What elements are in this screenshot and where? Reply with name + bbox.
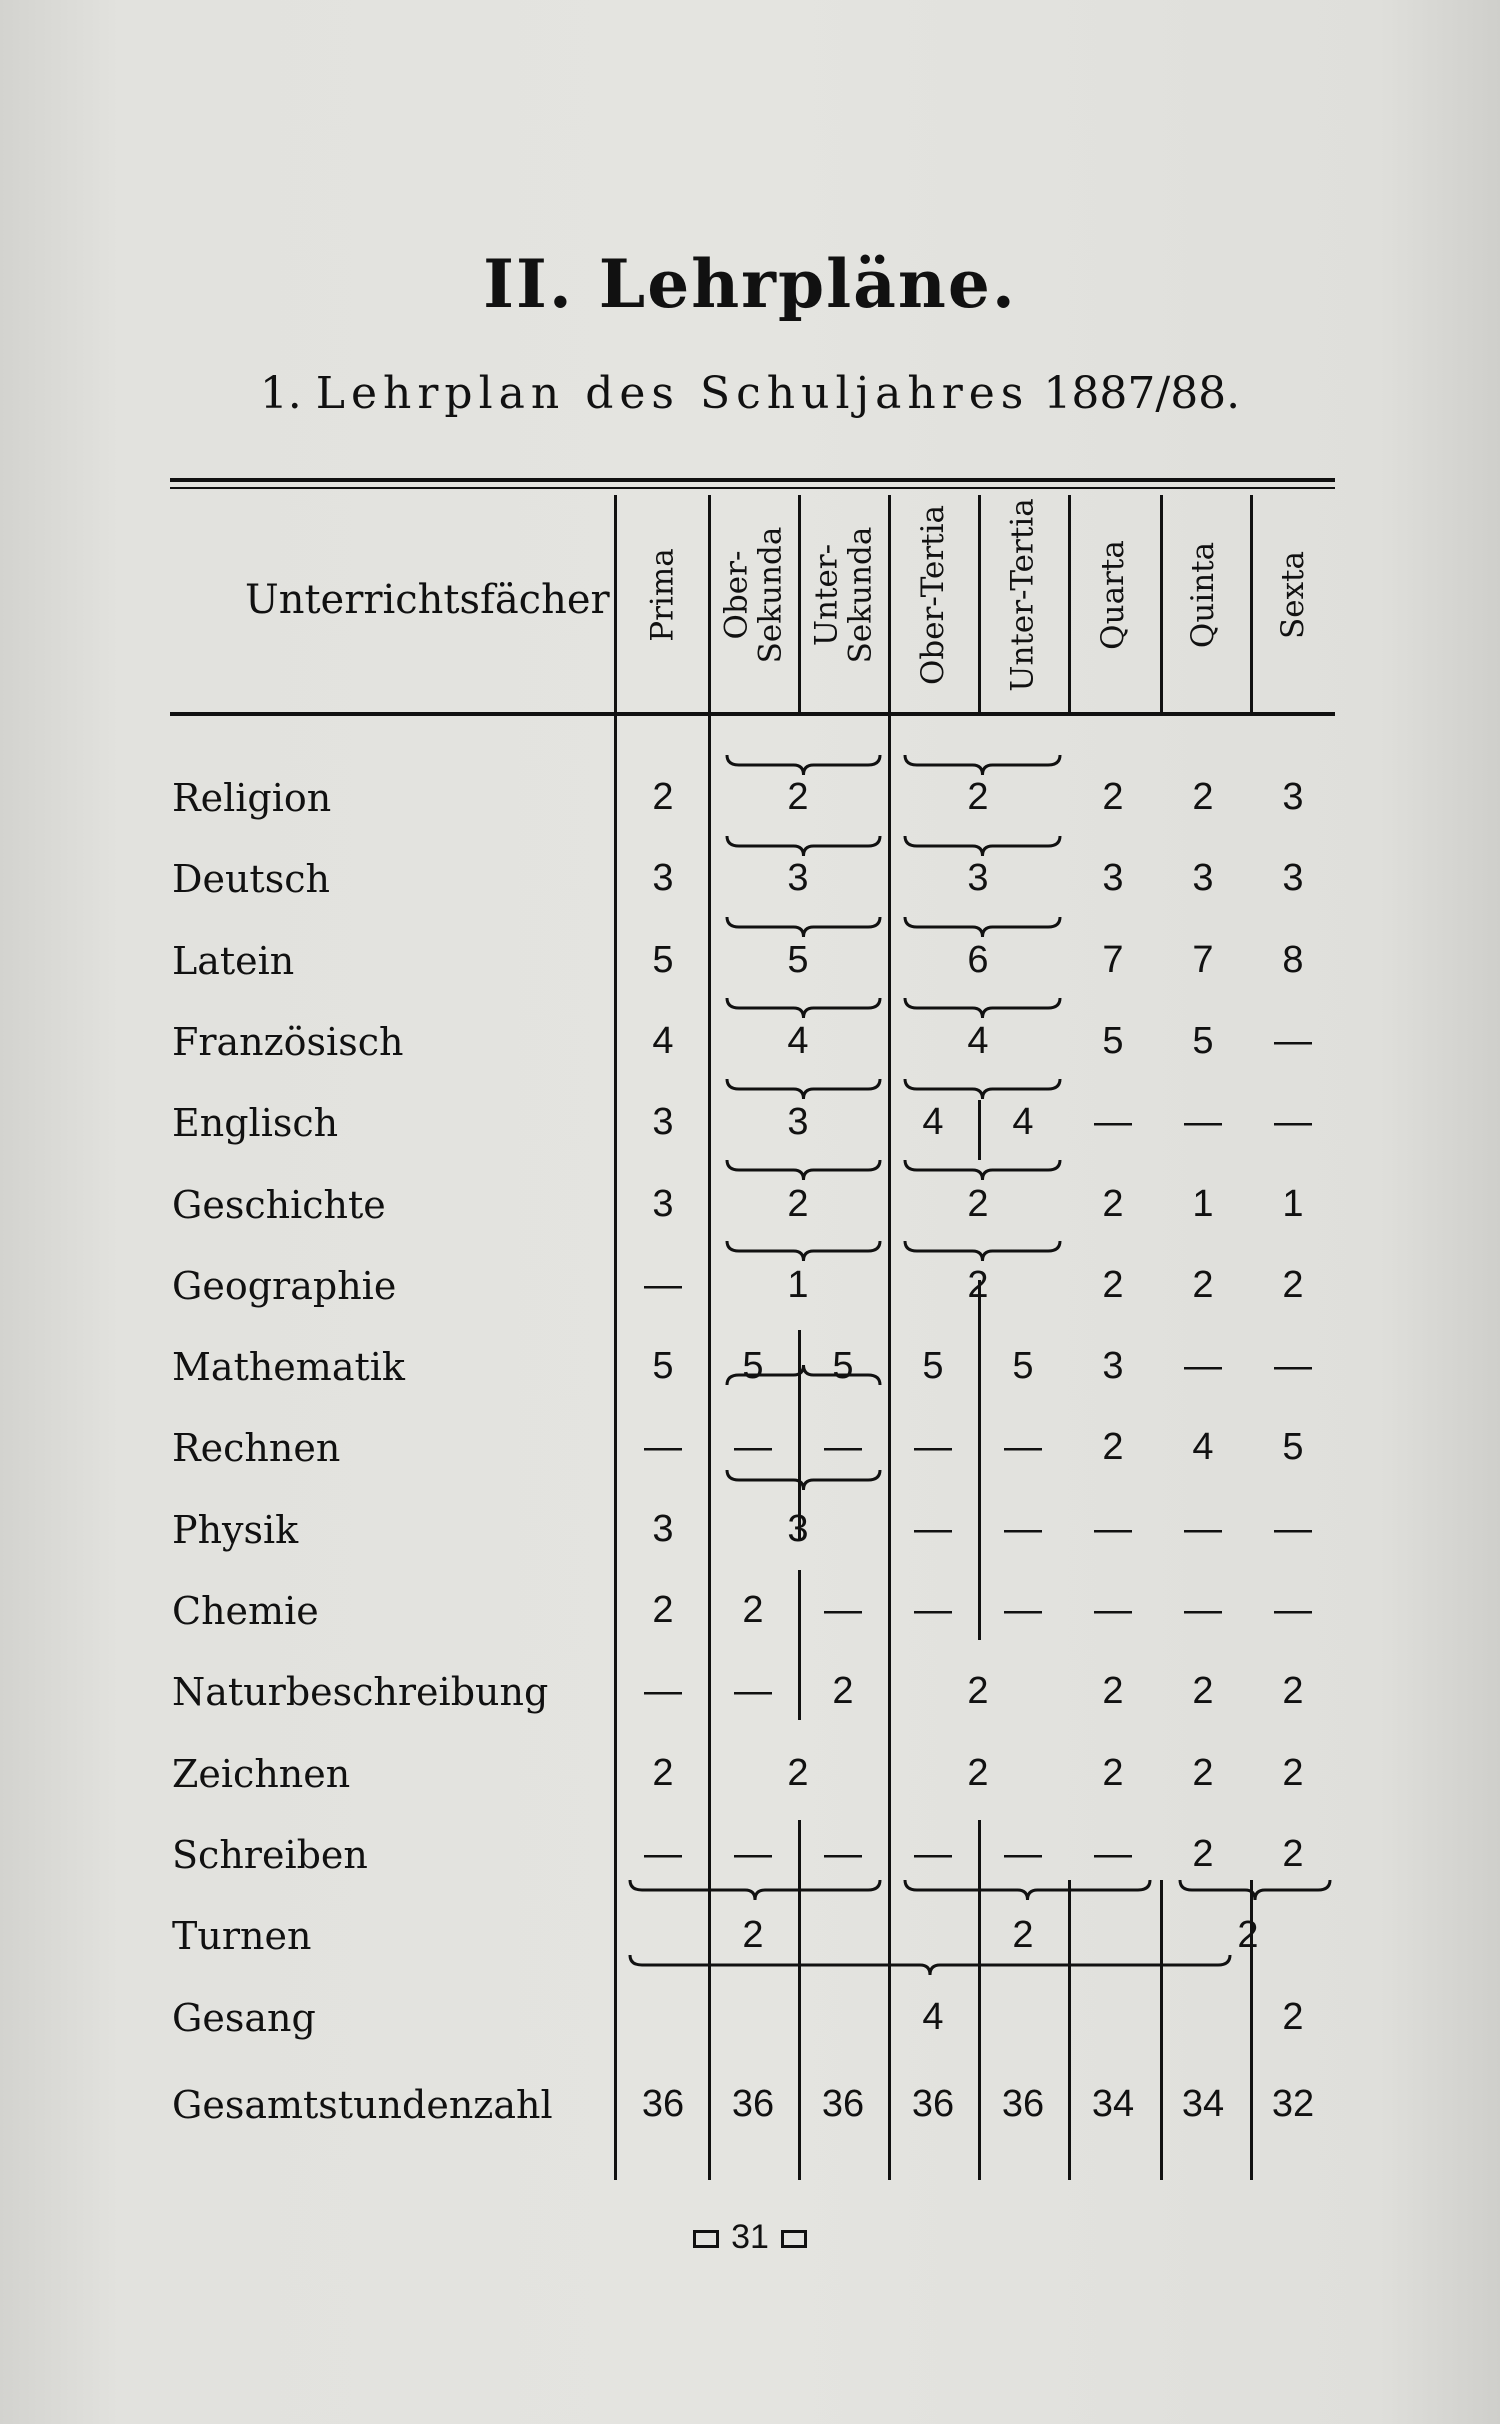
group-brace bbox=[727, 1365, 880, 1385]
hours-cell: 36 bbox=[911, 2082, 955, 2125]
hours-cell: 3 bbox=[1282, 857, 1304, 900]
group-brace bbox=[727, 1241, 880, 1261]
hours-cell: — bbox=[1184, 1101, 1222, 1144]
subtitle-number: 1. bbox=[259, 368, 302, 419]
hours-cell: — bbox=[1274, 1589, 1312, 1631]
hours-cell: 3 bbox=[652, 1182, 674, 1225]
hours-cell: 5 bbox=[1282, 1426, 1304, 1469]
hours-cell: — bbox=[1184, 1345, 1222, 1388]
hours-cell: 2 bbox=[967, 1751, 989, 1794]
subject-label: Religion bbox=[172, 776, 332, 820]
hours-cell: — bbox=[1094, 1507, 1132, 1550]
page-footer bbox=[0, 2218, 1500, 2257]
group-brace bbox=[727, 1079, 880, 1099]
hours-cell: 2 bbox=[652, 1751, 674, 1794]
hours-cell: 3 bbox=[1102, 1345, 1124, 1388]
subject-label: Turnen bbox=[172, 1914, 312, 1959]
subject-label: Rechnen bbox=[172, 1426, 341, 1471]
hours-cell: 3 bbox=[1192, 857, 1214, 900]
subject-label: Deutsch bbox=[172, 857, 330, 902]
hours-cell: 2 bbox=[1102, 1426, 1124, 1469]
hours-cell: 1 bbox=[1282, 1182, 1304, 1225]
hours-cell: 2 bbox=[742, 1914, 764, 1957]
group-brace bbox=[727, 1470, 880, 1490]
hours-cell: 2 bbox=[1192, 1751, 1214, 1794]
hours-cell: — bbox=[644, 1670, 682, 1713]
hours-cell: — bbox=[1004, 1589, 1042, 1631]
hours-cell: 2 bbox=[787, 1182, 809, 1225]
group-brace bbox=[905, 755, 1060, 775]
hours-cell: 3 bbox=[787, 1101, 809, 1144]
hours-cell: 1 bbox=[1192, 1182, 1214, 1225]
subject-label: Physik bbox=[172, 1507, 299, 1552]
hours-cell: 2 bbox=[1192, 1670, 1214, 1713]
hours-cell: 2 bbox=[1282, 1751, 1304, 1794]
hours-cell: 2 bbox=[832, 1670, 854, 1713]
hours-cell: 3 bbox=[652, 1101, 674, 1144]
hours-cell: 2 bbox=[967, 1670, 989, 1713]
hours-cell: 3 bbox=[652, 1507, 674, 1550]
column-header-label: Ober- Sekunda bbox=[718, 526, 788, 664]
column-header-label: Quinta bbox=[1185, 541, 1222, 649]
subject-label: Französisch bbox=[172, 1019, 404, 1064]
hours-cell: — bbox=[644, 1832, 682, 1875]
hours-cell: 2 bbox=[1192, 1832, 1214, 1875]
hours-cell: 34 bbox=[1181, 2082, 1225, 2125]
hours-cell: 4 bbox=[967, 1019, 989, 1062]
hours-cell: 2 bbox=[1192, 1263, 1214, 1306]
hours-cell: — bbox=[1274, 1019, 1312, 1062]
group-brace bbox=[905, 1880, 1150, 1900]
subject-label: Chemie bbox=[172, 1589, 319, 1633]
hours-cell: 36 bbox=[821, 2082, 865, 2125]
hours-cell: 2 bbox=[1102, 776, 1124, 818]
group-brace bbox=[905, 998, 1060, 1018]
group-brace bbox=[905, 1160, 1060, 1180]
subject-label: Gesamtstundenzahl bbox=[172, 2082, 553, 2127]
group-brace bbox=[727, 1160, 880, 1180]
hours-cell: 2 bbox=[1012, 1914, 1034, 1957]
hours-cell: 5 bbox=[742, 1345, 764, 1388]
hours-cell: — bbox=[1274, 1101, 1312, 1144]
hours-cell: 4 bbox=[922, 1101, 944, 1144]
group-brace bbox=[727, 998, 880, 1018]
hours-cell: 36 bbox=[641, 2082, 685, 2125]
hours-cell: 2 bbox=[1282, 1832, 1304, 1875]
hours-cell: — bbox=[1274, 1345, 1312, 1388]
hours-cell: — bbox=[824, 1426, 862, 1469]
column-header-label: Sexta bbox=[1274, 550, 1311, 640]
hours-cell: 3 bbox=[787, 1507, 809, 1550]
hours-cell: — bbox=[1004, 1832, 1042, 1875]
page-number: 31 bbox=[731, 2218, 769, 2256]
hours-cell: 8 bbox=[1282, 938, 1304, 981]
subject-label: Geographie bbox=[172, 1263, 397, 1308]
subject-label: Naturbeschreibung bbox=[172, 1670, 549, 1715]
hours-cell: 3 bbox=[1282, 776, 1304, 818]
hours-cell: 2 bbox=[1102, 1182, 1124, 1225]
hours-cell: — bbox=[1004, 1426, 1042, 1469]
hours-cell: 2 bbox=[652, 1589, 674, 1631]
subject-label: Zeichnen bbox=[172, 1751, 351, 1796]
hours-cell: — bbox=[734, 1426, 772, 1469]
hours-cell: 4 bbox=[922, 1995, 944, 2038]
group-brace bbox=[727, 917, 880, 937]
group-brace bbox=[630, 1955, 1230, 1975]
hours-cell: 5 bbox=[1012, 1345, 1034, 1388]
hours-cell: 5 bbox=[787, 938, 809, 981]
subject-label: Schreiben bbox=[172, 1832, 368, 1877]
hours-cell: 5 bbox=[652, 938, 674, 981]
hours-cell: 3 bbox=[787, 857, 809, 900]
hours-cell: 5 bbox=[1102, 1019, 1124, 1062]
subject-label: Englisch bbox=[172, 1101, 339, 1146]
hours-cell: — bbox=[1274, 1507, 1312, 1550]
hours-cell: 2 bbox=[1102, 1670, 1124, 1713]
hours-cell: 1 bbox=[787, 1263, 809, 1306]
hours-cell: 4 bbox=[1012, 1101, 1034, 1144]
hours-cell: 5 bbox=[1192, 1019, 1214, 1062]
footer-ornament-left bbox=[693, 2230, 719, 2248]
subject-label: Gesang bbox=[172, 1995, 316, 2040]
hours-cell: 2 bbox=[1282, 1995, 1304, 2038]
column-header-label: Quarta bbox=[1095, 540, 1131, 650]
hours-cell: 5 bbox=[652, 1345, 674, 1388]
hours-cell: 2 bbox=[742, 1589, 764, 1631]
hours-cell: — bbox=[914, 1426, 952, 1469]
hours-cell: 7 bbox=[1102, 938, 1124, 981]
subtitle-year: 1887/88. bbox=[1043, 368, 1241, 419]
hours-cell: 3 bbox=[967, 857, 989, 900]
hours-cell: 2 bbox=[967, 1263, 989, 1306]
hours-cell: 2 bbox=[787, 776, 809, 818]
hours-cell: 34 bbox=[1091, 2082, 1135, 2125]
subject-label: Geschichte bbox=[172, 1182, 386, 1227]
hours-cell: 2 bbox=[1102, 1263, 1124, 1306]
hours-cell: 2 bbox=[652, 776, 674, 818]
column-header-label: Ober-Tertia bbox=[915, 504, 951, 686]
hours-cell: 4 bbox=[1192, 1426, 1214, 1469]
hours-cell: 2 bbox=[1192, 776, 1214, 818]
page-title: II. Lehrpläne. bbox=[483, 245, 1017, 323]
column-header-label: Unter- Sekunda bbox=[808, 526, 878, 664]
hours-cell: 2 bbox=[967, 776, 989, 818]
subtitle-text: Lehrplan des Schuljahres bbox=[315, 368, 1030, 419]
group-brace bbox=[905, 1079, 1060, 1099]
hours-cell: 2 bbox=[787, 1751, 809, 1794]
hours-cell: 2 bbox=[1237, 1914, 1259, 1957]
hours-cell: 5 bbox=[832, 1345, 854, 1388]
hours-cell: 36 bbox=[1001, 2082, 1045, 2125]
hours-cell: — bbox=[914, 1589, 952, 1631]
hours-cell: — bbox=[1094, 1101, 1132, 1144]
group-brace bbox=[905, 836, 1060, 856]
hours-cell: 3 bbox=[1102, 857, 1124, 900]
hours-cell: — bbox=[1094, 1589, 1132, 1631]
hours-cell: 5 bbox=[922, 1345, 944, 1388]
hours-cell: 32 bbox=[1271, 2082, 1315, 2125]
hours-cell: 4 bbox=[787, 1019, 809, 1062]
hours-cell: 7 bbox=[1192, 938, 1214, 981]
group-brace bbox=[630, 1880, 880, 1900]
hours-cell: — bbox=[824, 1589, 862, 1631]
footer-ornament-right bbox=[781, 2230, 807, 2248]
group-brace bbox=[905, 917, 1060, 937]
hours-cell: — bbox=[1184, 1589, 1222, 1631]
hours-cell: — bbox=[1184, 1507, 1222, 1550]
hours-cell: — bbox=[914, 1507, 952, 1550]
hours-cell: — bbox=[824, 1832, 862, 1875]
hours-cell: 4 bbox=[652, 1019, 674, 1062]
hours-cell: 36 bbox=[731, 2082, 775, 2125]
hours-cell: 2 bbox=[967, 1182, 989, 1225]
hours-cell: — bbox=[734, 1670, 772, 1713]
subject-label: Latein bbox=[172, 938, 295, 983]
hours-cell: 2 bbox=[1282, 1263, 1304, 1306]
hours-cell: — bbox=[914, 1832, 952, 1875]
subjects-header: Unterrichtsfächer bbox=[245, 577, 610, 623]
column-header-label: Unter-Tertia bbox=[1005, 498, 1041, 692]
hours-cell: — bbox=[644, 1263, 682, 1306]
hours-cell: — bbox=[1094, 1832, 1132, 1875]
hours-cell: — bbox=[734, 1832, 772, 1875]
hours-cell: 3 bbox=[652, 857, 674, 900]
group-brace bbox=[1180, 1880, 1330, 1900]
hours-cell: — bbox=[644, 1426, 682, 1469]
hours-cell: 2 bbox=[1102, 1751, 1124, 1794]
subject-label: Mathematik bbox=[172, 1345, 405, 1390]
hours-cell: — bbox=[1004, 1507, 1042, 1550]
column-header-label: Prima bbox=[645, 548, 682, 642]
group-brace bbox=[727, 836, 880, 856]
group-brace bbox=[905, 1241, 1060, 1261]
hours-cell: 2 bbox=[1282, 1670, 1304, 1713]
hours-cell: 6 bbox=[967, 938, 989, 981]
group-brace bbox=[727, 755, 880, 775]
